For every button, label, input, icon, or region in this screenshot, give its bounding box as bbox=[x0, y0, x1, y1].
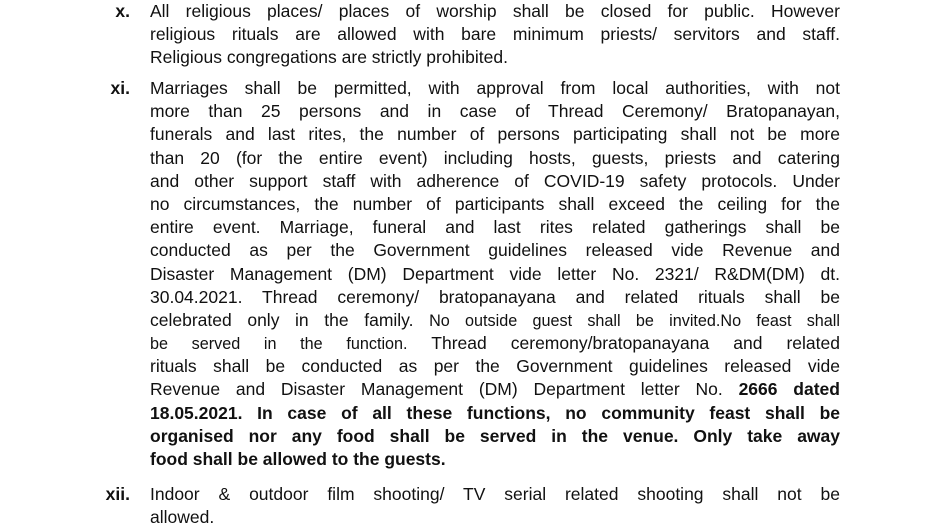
text-segment: celebrated only in the family. bbox=[150, 309, 414, 330]
text-line-bold: food shall be allowed to the guests. bbox=[150, 449, 446, 469]
text-line: Disaster Management (DM) Department vide letter No. 2321/ R&DM(DM) dt. bbox=[150, 263, 840, 284]
text-line-mixed bbox=[150, 332, 840, 355]
clause-text bbox=[150, 77, 840, 471]
text-segment: Revenue and Disaster Management (DM) Department letter No. bbox=[150, 379, 723, 400]
clause-text bbox=[150, 0, 840, 70]
text-line: allowed. bbox=[150, 507, 215, 527]
text-line: All religious places/ places of worship shall be closed for public. However bbox=[150, 1, 840, 21]
text-line: religious rituals are allowed with bare minimum priests/ servitors and staff. bbox=[150, 24, 840, 45]
text-line: 30.04.2021. Thread ceremony/ bratopanayana and related rituals shall be bbox=[150, 286, 840, 307]
text-segment-bold: 2666 dated bbox=[738, 379, 840, 400]
text-line: and other support staff with adherence of COVID-19 safety protocols. Under bbox=[150, 170, 840, 191]
text-line: rituals shall be conducted as per the Government guidelines released vide bbox=[150, 356, 840, 377]
clause-number: xii. bbox=[105, 484, 130, 504]
text-line: no circumstances, the number of participants shall exceed the ceiling for the bbox=[150, 193, 840, 214]
text-line-mixed bbox=[150, 309, 840, 332]
text-line: more than 25 persons and in case of Thread Ceremony/ Bratopanayan, bbox=[150, 101, 840, 122]
text-line: conducted as per the Government guidelines released vide Revenue and bbox=[150, 240, 840, 261]
text-segment: Thread ceremony/bratopanayana and related bbox=[431, 333, 840, 354]
text-segment: be served in the function. bbox=[150, 335, 408, 354]
clause-number: x. bbox=[115, 1, 130, 21]
text-segment: No outside guest shall be invited.No feast shall bbox=[429, 311, 840, 330]
text-line: entire event. Marriage, funeral and last rites related gatherings shall be bbox=[150, 217, 840, 238]
text-line: Indoor & outdoor film shooting/ TV serial related shooting shall not be bbox=[150, 484, 840, 504]
clause-text bbox=[150, 483, 840, 527]
text-line-bold: organised nor any food shall be served in the venue. Only take away bbox=[150, 425, 840, 446]
text-line-mixed bbox=[150, 378, 840, 401]
text-line: Marriages shall be permitted, with approval from local authorities, with not bbox=[150, 78, 840, 98]
text-line: than 20 (for the entire event) including hosts, guests, priests and catering bbox=[150, 147, 840, 168]
text-line: funerals and last rites, the number of persons participating shall not be more bbox=[150, 124, 840, 145]
text-line: Religious congregations are strictly prohibited. bbox=[150, 47, 508, 68]
text-line-bold: 18.05.2021. In case of all these functions, no community feast shall be bbox=[150, 402, 840, 423]
clause-number: xi. bbox=[110, 78, 130, 98]
